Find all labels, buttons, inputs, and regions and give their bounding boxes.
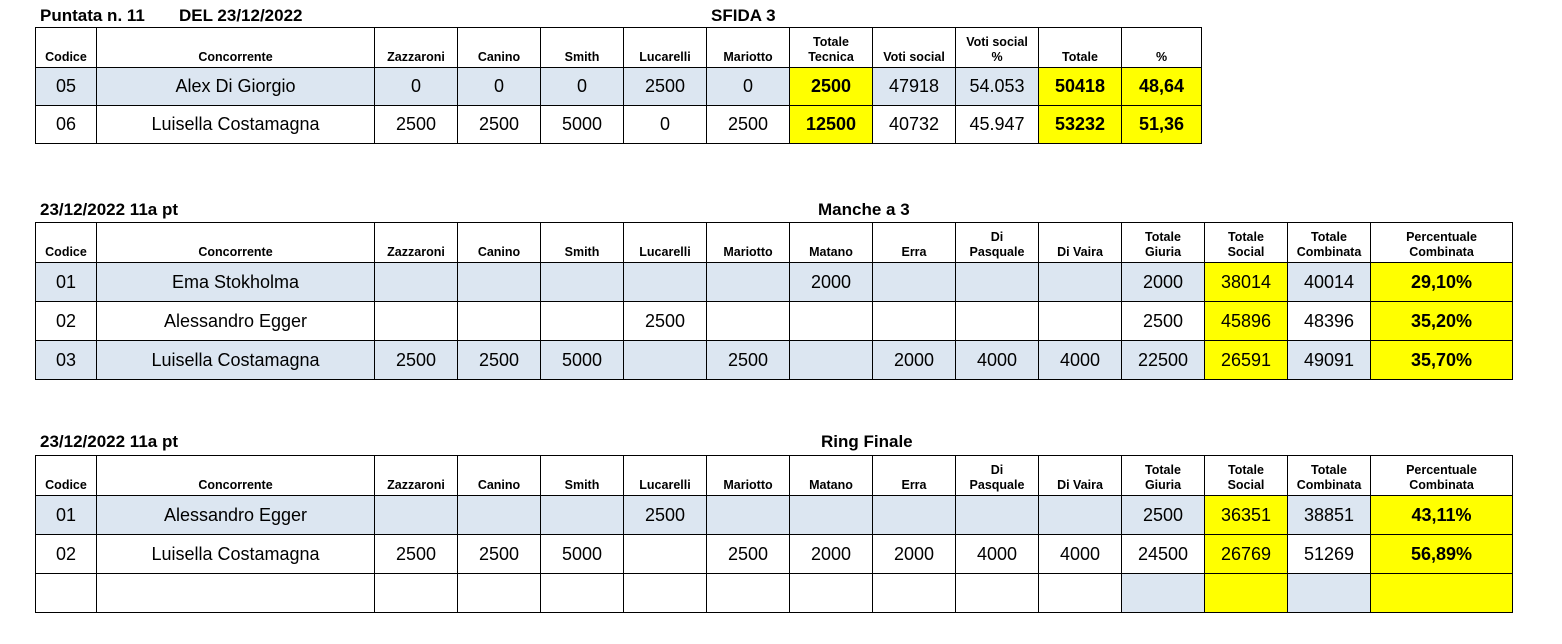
sfida-cell-r0-c10: 50418 (1039, 68, 1122, 106)
ring-cell-r1-c8: 2000 (873, 535, 956, 574)
ring-header-6 (707, 456, 790, 496)
ring-cell-r0-c5: 2500 (624, 496, 707, 535)
table-row (36, 535, 1513, 574)
sfida-cell-r0-c11: 48,64 (1122, 68, 1202, 106)
ring-header-10 (1039, 456, 1122, 496)
manche-header-2-line1 (375, 230, 457, 245)
ring-header-5-line2: Lucarelli (639, 478, 691, 492)
sfida-header-11-line1 (1122, 35, 1201, 50)
manche-header-13-line1: Totale (1311, 230, 1347, 244)
ring-header-4 (541, 456, 624, 496)
manche-title-center: Manche a 3 (818, 200, 910, 219)
ring-header-11-line2: Giuria (1144, 478, 1182, 492)
sfida-cell-r0-c0: 05 (36, 68, 97, 106)
ring-header-8-line2: Erra (901, 478, 927, 492)
sfida-header-9-line2: % (991, 50, 1003, 64)
ring-header-14 (1371, 456, 1513, 496)
ring-header-2-line1 (375, 463, 457, 478)
manche-header-3 (458, 223, 541, 263)
table-row (36, 496, 1513, 535)
sfida-title-date: DEL 23/12/2022 (179, 6, 303, 25)
manche-header-10-line1 (1039, 230, 1121, 245)
manche-header-8-line1 (873, 230, 955, 245)
sfida-cell-r1-c10: 53232 (1039, 106, 1122, 144)
manche-header-7 (790, 223, 873, 263)
sfida-title-episode: Puntata n. 11 (40, 6, 145, 25)
manche-header-3-line2: Canino (477, 245, 521, 259)
manche-cell-r0-c6 (707, 263, 790, 302)
ring-header-9-line2: Pasquale (969, 478, 1025, 492)
manche-cell-r0-c3 (458, 263, 541, 302)
ring-cell-r1-c14: 56,89% (1371, 535, 1513, 574)
ring-cell-r0-c0: 01 (36, 496, 97, 535)
manche-cell-r1-c2 (375, 302, 458, 341)
table-row (36, 263, 1513, 302)
ring-cell-r1-c9: 4000 (956, 535, 1039, 574)
manche-header-7-line1 (790, 230, 872, 245)
table-row (36, 68, 1202, 106)
manche-cell-r2-c6: 2500 (707, 341, 790, 380)
manche-header-5-line2: Lucarelli (639, 245, 691, 259)
ring-cell-r1-c7: 2000 (790, 535, 873, 574)
manche-header-9-line1: Di (990, 230, 1004, 244)
sfida-cell-r1-c11: 51,36 (1122, 106, 1202, 144)
manche-cell-r1-c6 (707, 302, 790, 341)
sfida-header-1 (97, 28, 375, 68)
ring-table (35, 455, 1513, 613)
manche-cell-r1-c0: 02 (36, 302, 97, 341)
manche-cell-r1-c3 (458, 302, 541, 341)
sfida-header-1-line2: Concorrente (198, 50, 273, 64)
table-row (36, 574, 1513, 613)
ring-cell-r0-c13: 38851 (1288, 496, 1371, 535)
sfida-cell-r1-c8: 40732 (873, 106, 956, 144)
ring-cell-r2-c8 (873, 574, 956, 613)
ring-cell-r0-c1: Alessandro Egger (97, 496, 375, 535)
ring-cell-r1-c10: 4000 (1039, 535, 1122, 574)
ring-cell-r0-c11: 2500 (1122, 496, 1205, 535)
sfida-header-5-line2: Lucarelli (639, 50, 691, 64)
manche-cell-r0-c8 (873, 263, 956, 302)
manche-header-13-line2: Combinata (1296, 245, 1362, 259)
table-row (36, 106, 1202, 144)
manche-header-4-line2: Smith (564, 245, 600, 259)
ring-cell-r1-c13: 51269 (1288, 535, 1371, 574)
manche-header-9-line2: Pasquale (969, 245, 1025, 259)
ring-cell-r2-c9 (956, 574, 1039, 613)
ring-header-row (36, 456, 1513, 496)
ring-title-date: 23/12/2022 11a pt (40, 432, 179, 451)
sfida-cell-r1-c5: 0 (624, 106, 707, 144)
sfida-cell-r0-c8: 47918 (873, 68, 956, 106)
sfida-cell-r0-c1: Alex Di Giorgio (97, 68, 375, 106)
ring-header-1-line2: Concorrente (198, 478, 273, 492)
manche-header-6 (707, 223, 790, 263)
ring-header-14-line1: Percentuale (1406, 463, 1477, 477)
ring-header-9-line1: Di (990, 463, 1004, 477)
sfida-cell-r1-c3: 2500 (458, 106, 541, 144)
ring-header-2 (375, 456, 458, 496)
sfida-header-3-line2: Canino (477, 50, 521, 64)
sfida-cell-r1-c1: Luisella Costamagna (97, 106, 375, 144)
manche-cell-r1-c14: 35,20% (1371, 302, 1513, 341)
manche-header-8-line2: Erra (901, 245, 927, 259)
sfida-header-10-line1 (1039, 35, 1121, 50)
manche-header-2-line2: Zazzaroni (387, 245, 445, 259)
manche-cell-r2-c0: 03 (36, 341, 97, 380)
manche-cell-r1-c13: 48396 (1288, 302, 1371, 341)
manche-header-11-line2: Giuria (1144, 245, 1182, 259)
manche-cell-r0-c0: 01 (36, 263, 97, 302)
manche-cell-r0-c9 (956, 263, 1039, 302)
ring-header-12 (1205, 456, 1288, 496)
sfida-header-3 (458, 28, 541, 68)
sfida-header-11 (1122, 28, 1202, 68)
ring-header-13-line1: Totale (1311, 463, 1347, 477)
ring-cell-r2-c14 (1371, 574, 1513, 613)
manche-header-12 (1205, 223, 1288, 263)
ring-header-8-line1 (873, 463, 955, 478)
manche-cell-r0-c10 (1039, 263, 1122, 302)
ring-header-11 (1122, 456, 1205, 496)
manche-header-11 (1122, 223, 1205, 263)
sfida-header-7 (790, 28, 873, 68)
sfida-cell-r0-c2: 0 (375, 68, 458, 106)
ring-header-0 (36, 456, 97, 496)
manche-cell-r0-c1: Ema Stokholma (97, 263, 375, 302)
manche-cell-r1-c8 (873, 302, 956, 341)
sfida-cell-r1-c7: 12500 (790, 106, 873, 144)
ring-header-13 (1288, 456, 1371, 496)
manche-header-0-line2: Codice (45, 245, 87, 259)
sfida-header-2-line2: Zazzaroni (387, 50, 445, 64)
sfida-header-7-line1: Totale (813, 35, 849, 49)
sfida-cell-r0-c9: 54.053 (956, 68, 1039, 106)
manche-header-11-line1: Totale (1145, 230, 1181, 244)
ring-header-6-line2: Mariotto (723, 478, 773, 492)
ring-cell-r1-c4: 5000 (541, 535, 624, 574)
manche-header-8 (873, 223, 956, 263)
sfida-header-7-line2: Tecnica (808, 50, 854, 64)
ring-header-8 (873, 456, 956, 496)
manche-header-6-line1 (707, 230, 789, 245)
manche-header-row (36, 223, 1513, 263)
sfida-cell-r0-c7: 2500 (790, 68, 873, 106)
manche-header-4 (541, 223, 624, 263)
manche-table (35, 222, 1513, 380)
ring-header-10-line1 (1039, 463, 1121, 478)
manche-cell-r1-c12: 45896 (1205, 302, 1288, 341)
manche-header-14-line2: Combinata (1409, 245, 1474, 259)
ring-header-0-line1 (36, 463, 96, 478)
manche-cell-r2-c14: 35,70% (1371, 341, 1513, 380)
ring-cell-r2-c2 (375, 574, 458, 613)
ring-cell-r2-c6 (707, 574, 790, 613)
manche-header-14 (1371, 223, 1513, 263)
manche-cell-r2-c2: 2500 (375, 341, 458, 380)
ring-header-5 (624, 456, 707, 496)
manche-cell-r2-c10: 4000 (1039, 341, 1122, 380)
ring-cell-r0-c8 (873, 496, 956, 535)
manche-header-1-line2: Concorrente (198, 245, 273, 259)
ring-cell-r2-c10 (1039, 574, 1122, 613)
sfida-header-4 (541, 28, 624, 68)
sfida-header-0 (36, 28, 97, 68)
ring-cell-r0-c7 (790, 496, 873, 535)
ring-cell-r2-c1 (97, 574, 375, 613)
sfida-header-0-line2: Codice (45, 50, 87, 64)
ring-header-1-line1 (97, 463, 374, 478)
ring-cell-r2-c13 (1288, 574, 1371, 613)
ring-cell-r2-c5 (624, 574, 707, 613)
sfida-header-3-line1 (458, 35, 540, 50)
manche-cell-r0-c12: 38014 (1205, 263, 1288, 302)
sfida-header-11-line2: % (1155, 50, 1168, 64)
manche-header-0 (36, 223, 97, 263)
sfida-cell-r1-c2: 2500 (375, 106, 458, 144)
ring-cell-r0-c3 (458, 496, 541, 535)
sfida-cell-r1-c0: 06 (36, 106, 97, 144)
ring-cell-r1-c6: 2500 (707, 535, 790, 574)
manche-cell-r1-c4 (541, 302, 624, 341)
manche-cell-r2-c7 (790, 341, 873, 380)
ring-header-4-line2: Smith (564, 478, 600, 492)
ring-title-center: Ring Finale (821, 432, 913, 451)
sfida-header-5-line1 (624, 35, 706, 50)
manche-cell-r0-c7: 2000 (790, 263, 873, 302)
manche-header-5 (624, 223, 707, 263)
sfida-header-row (36, 28, 1202, 68)
manche-header-6-line2: Mariotto (723, 245, 773, 259)
manche-cell-r1-c5: 2500 (624, 302, 707, 341)
ring-header-4-line1 (541, 463, 623, 478)
ring-cell-r0-c10 (1039, 496, 1122, 535)
sfida-header-2 (375, 28, 458, 68)
ring-header-1 (97, 456, 375, 496)
ring-header-7-line1 (790, 463, 872, 478)
manche-header-1 (97, 223, 375, 263)
sfida-cell-r0-c4: 0 (541, 68, 624, 106)
manche-header-5-line1 (624, 230, 706, 245)
ring-cell-r2-c0 (36, 574, 97, 613)
manche-cell-r1-c1: Alessandro Egger (97, 302, 375, 341)
ring-cell-r2-c4 (541, 574, 624, 613)
sfida-header-5 (624, 28, 707, 68)
ring-cell-r2-c12 (1205, 574, 1288, 613)
ring-cell-r0-c4 (541, 496, 624, 535)
manche-cell-r2-c9: 4000 (956, 341, 1039, 380)
manche-cell-r0-c5 (624, 263, 707, 302)
ring-header-11-line1: Totale (1145, 463, 1181, 477)
manche-title-date: 23/12/2022 11a pt (40, 200, 179, 219)
sfida-header-8-line1 (873, 35, 955, 50)
ring-header-0-line2: Codice (45, 478, 87, 492)
manche-cell-r0-c4 (541, 263, 624, 302)
sfida-header-0-line1 (36, 35, 96, 50)
manche-cell-r2-c12: 26591 (1205, 341, 1288, 380)
manche-header-13 (1288, 223, 1371, 263)
manche-header-10-line2: Di Vaira (1057, 245, 1103, 259)
ring-cell-r0-c12: 36351 (1205, 496, 1288, 535)
ring-cell-r1-c3: 2500 (458, 535, 541, 574)
sfida-header-2-line1 (375, 35, 457, 50)
manche-cell-r2-c3: 2500 (458, 341, 541, 380)
ring-cell-r0-c9 (956, 496, 1039, 535)
manche-cell-r2-c4: 5000 (541, 341, 624, 380)
sfida-header-10-line2: Totale (1062, 50, 1098, 64)
manche-header-1-line1 (97, 230, 374, 245)
ring-header-12-line2: Social (1227, 478, 1265, 492)
ring-cell-r0-c2 (375, 496, 458, 535)
ring-cell-r2-c3 (458, 574, 541, 613)
table-row (36, 302, 1513, 341)
ring-cell-r1-c1: Luisella Costamagna (97, 535, 375, 574)
manche-cell-r1-c10 (1039, 302, 1122, 341)
manche-header-3-line1 (458, 230, 540, 245)
manche-cell-r0-c13: 40014 (1288, 263, 1371, 302)
manche-header-9 (956, 223, 1039, 263)
manche-header-2 (375, 223, 458, 263)
sfida-cell-r1-c6: 2500 (707, 106, 790, 144)
sfida-header-9-line1: Voti social (966, 35, 1028, 49)
ring-header-7-line2: Matano (809, 478, 853, 492)
ring-header-3-line1 (458, 463, 540, 478)
sfida-header-1-line1 (97, 35, 374, 50)
ring-header-7 (790, 456, 873, 496)
manche-cell-r2-c13: 49091 (1288, 341, 1371, 380)
manche-header-14-line1: Percentuale (1406, 230, 1477, 244)
ring-header-5-line1 (624, 463, 706, 478)
sfida-header-4-line2: Smith (564, 50, 600, 64)
manche-cell-r2-c11: 22500 (1122, 341, 1205, 380)
ring-cell-r1-c5 (624, 535, 707, 574)
ring-header-9 (956, 456, 1039, 496)
manche-cell-r2-c5 (624, 341, 707, 380)
sfida-header-8-line2: Voti social (883, 50, 945, 64)
manche-cell-r2-c1: Luisella Costamagna (97, 341, 375, 380)
sfida-title-center: SFIDA 3 (711, 6, 776, 25)
manche-cell-r2-c8: 2000 (873, 341, 956, 380)
manche-cell-r0-c14: 29,10% (1371, 263, 1513, 302)
ring-header-14-line2: Combinata (1409, 478, 1474, 492)
ring-header-10-line2: Di Vaira (1057, 478, 1103, 492)
ring-cell-r2-c7 (790, 574, 873, 613)
ring-cell-r1-c2: 2500 (375, 535, 458, 574)
sfida-cell-r0-c6: 0 (707, 68, 790, 106)
ring-cell-r1-c12: 26769 (1205, 535, 1288, 574)
manche-cell-r0-c11: 2000 (1122, 263, 1205, 302)
ring-cell-r0-c14: 43,11% (1371, 496, 1513, 535)
manche-header-10 (1039, 223, 1122, 263)
sfida-cell-r0-c5: 2500 (624, 68, 707, 106)
ring-header-6-line1 (707, 463, 789, 478)
sfida-header-8 (873, 28, 956, 68)
manche-header-12-line2: Social (1227, 245, 1265, 259)
manche-cell-r1-c9 (956, 302, 1039, 341)
sfida-table (35, 27, 1202, 144)
sfida-cell-r0-c3: 0 (458, 68, 541, 106)
manche-cell-r1-c11: 2500 (1122, 302, 1205, 341)
ring-header-13-line2: Combinata (1296, 478, 1362, 492)
manche-header-0-line1 (36, 230, 96, 245)
sfida-header-10 (1039, 28, 1122, 68)
sfida-cell-r1-c4: 5000 (541, 106, 624, 144)
sfida-header-4-line1 (541, 35, 623, 50)
sfida-header-6-line2: Mariotto (723, 50, 773, 64)
ring-header-3-line2: Canino (477, 478, 521, 492)
ring-cell-r0-c6 (707, 496, 790, 535)
ring-cell-r1-c0: 02 (36, 535, 97, 574)
sfida-header-9 (956, 28, 1039, 68)
table-row (36, 341, 1513, 380)
ring-cell-r2-c11 (1122, 574, 1205, 613)
ring-header-2-line2: Zazzaroni (387, 478, 445, 492)
manche-cell-r0-c2 (375, 263, 458, 302)
manche-header-7-line2: Matano (809, 245, 853, 259)
sfida-cell-r1-c9: 45.947 (956, 106, 1039, 144)
sfida-header-6 (707, 28, 790, 68)
manche-header-4-line1 (541, 230, 623, 245)
ring-header-12-line1: Totale (1228, 463, 1264, 477)
ring-cell-r1-c11: 24500 (1122, 535, 1205, 574)
ring-header-3 (458, 456, 541, 496)
sfida-header-6-line1 (707, 35, 789, 50)
manche-cell-r1-c7 (790, 302, 873, 341)
manche-header-12-line1: Totale (1228, 230, 1264, 244)
